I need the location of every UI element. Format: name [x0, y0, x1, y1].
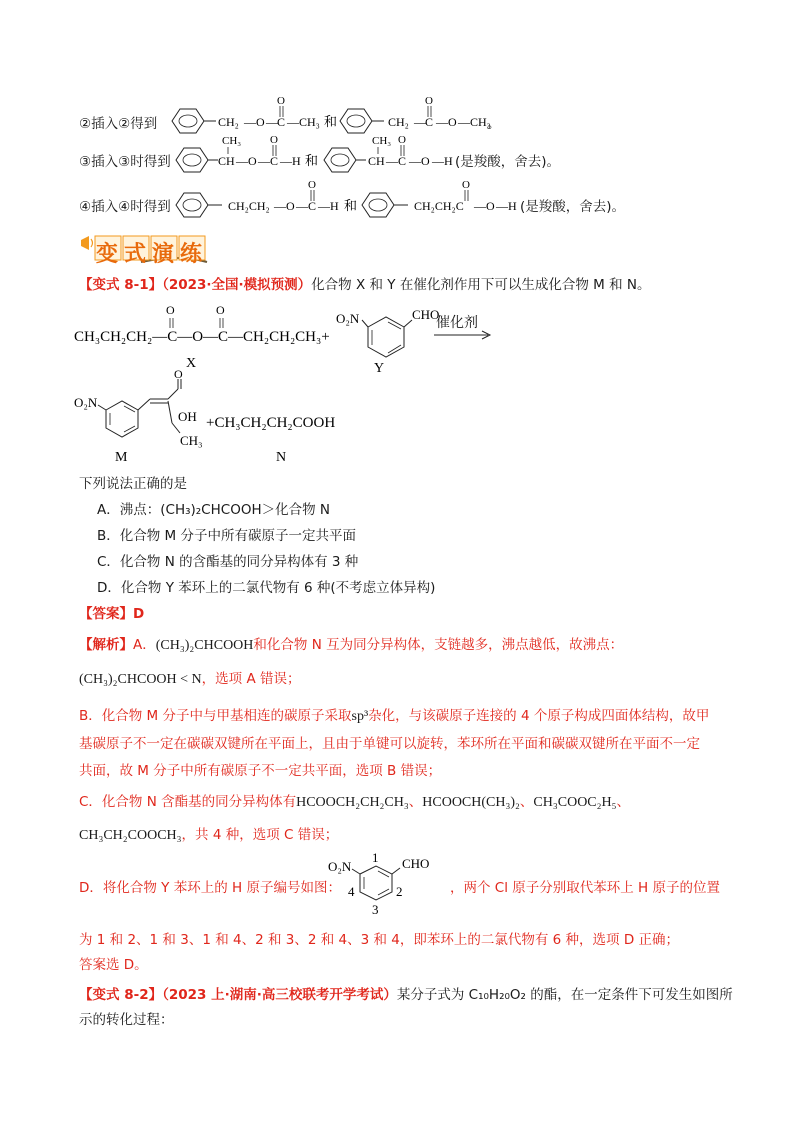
q82-stem-line2: 示的转化过程： [79, 1012, 174, 1028]
practice-banner [79, 232, 209, 266]
analysis-d-line2: 为 1 和 2、1 和 3、1 和 4、2 和 3、2 和 4、3 和 4，即苯环上的二氯代物有 6 种，选项 D 正确； [79, 932, 680, 948]
option-a[interactable]: A．沸点：(CH₃)₂CHCOOH＞化合物 N [97, 502, 330, 518]
compound-x-formula: CH₃CH₂CH₂—C—O—C—CH₂CH₂CH₃+ [74, 329, 330, 345]
svg-text:CH: CH [368, 154, 385, 168]
svg-text:C: C [308, 199, 317, 213]
svg-text:和: 和 [324, 114, 338, 129]
svg-text:C: C [270, 154, 279, 168]
analysis-d-line1-post: ，两个 Cl 原子分别取代苯环上 H 原子的位置 [450, 880, 720, 896]
answer-label: 【答案】 [79, 606, 133, 622]
svg-text:C: C [277, 115, 286, 129]
svg-text:H: H [508, 199, 517, 213]
svg-text:CH₂CH₂C: CH₂CH₂C [414, 199, 464, 213]
svg-text:—: — [458, 115, 470, 129]
m-oh: OH [178, 409, 197, 424]
svg-text:2: 2 [396, 884, 403, 899]
m-benzene-ring-icon [106, 401, 138, 437]
svg-text:O: O [248, 154, 257, 168]
svg-text:O: O [425, 95, 433, 107]
svg-text:—: — [496, 199, 508, 213]
svg-text:1: 1 [372, 850, 379, 865]
y-no2: O₂N [336, 311, 360, 326]
svg-text:O: O [486, 199, 495, 213]
option-b[interactable]: B．化合物 M 分子中所有碳原子一定共平面 [97, 528, 356, 544]
m-ch3: CH₃ [180, 433, 203, 448]
svg-text:O: O [286, 199, 295, 213]
svg-text:CH₂CH₂: CH₂CH₂ [228, 199, 270, 213]
svg-text:C: C [425, 115, 434, 129]
q81-stem: 化合物 X 和 Y 在催化剂作用下可以生成化合物 M 和 N。 [311, 277, 651, 293]
svg-text:—: — [386, 154, 398, 168]
svg-text:O: O [308, 179, 316, 191]
answer-value: D [133, 606, 145, 622]
analysis-c-line2: CH₃CH₂COOCH₃，共 4 种，选项 C 错误； [79, 827, 339, 843]
analysis-c-line1: C．化合物 N 含酯基的同分异构体有HCOOCH₂CH₂CH₃、HCOOCH(CH₃)₂、CH₃COOC₂H₅、 [79, 794, 631, 810]
analysis-b-line2: 基碳原子不一定在碳碳双键所在平面上，且由于单键可以旋转，苯环所在平面和碳碳双键所在平面不一定 [79, 736, 700, 752]
option-c[interactable]: C．化合物 N 的含酯基的同分异构体有 3 种 [97, 554, 359, 570]
svg-text:CH₂: CH₂ [388, 115, 409, 129]
svg-text:CH₃: CH₃ [299, 115, 320, 129]
numbered-benzene-ring-icon [360, 866, 392, 900]
svg-text:O: O [421, 154, 430, 168]
option-d[interactable]: D．化合物 Y 苯环上的二氯代物有 6 种(不考虑立体异构) [97, 580, 436, 596]
analysis-b-line1: B．化合物 M 分子中与甲基相连的碳原子采取sp³杂化，与该碳原子连接的 4 个原子构成四面体结构，故甲 [79, 708, 710, 724]
ester-structures-3 [172, 133, 492, 178]
analysis-d-line1-pre: D．将化合物 Y 苯环上的 H 原子编号如图： [79, 880, 341, 896]
svg-text:—: — [274, 199, 286, 213]
speaker-icon [81, 236, 89, 250]
compound-n-label: N [276, 450, 287, 465]
compound-x-label: X [186, 356, 197, 371]
reaction-products [70, 367, 400, 465]
m-no2: O₂N [74, 395, 98, 410]
q81-tag: 【变式 8-1】 [79, 277, 163, 293]
banner-title: 变式演练 [96, 242, 209, 267]
svg-text:—: — [258, 154, 270, 168]
q82-source: （2023 上·湖南·高三校联考开学考试） [162, 987, 397, 1003]
intro-line-2-prefix: ②插入②得到 [79, 116, 158, 132]
svg-text:—: — [318, 199, 330, 213]
svg-text:CH₃: CH₃ [222, 135, 242, 147]
compound-n-formula: +CH₃CH₂CH₂COOH [206, 415, 336, 431]
svg-text:CH₃: CH₃ [470, 115, 491, 129]
q82-tag: 【变式 8-2】 [79, 987, 163, 1003]
formula-sp3: sp³ [351, 709, 369, 724]
f1-ch2: CH₂ [218, 115, 239, 129]
svg-text:CH: CH [218, 154, 235, 168]
ester-structures-4 [172, 177, 552, 222]
svg-text:—: — [236, 154, 248, 168]
answer-line [79, 604, 144, 624]
svg-text:—: — [287, 115, 299, 129]
svg-text:CH₃: CH₃ [372, 135, 392, 147]
formula-comparison: (CH₃)₂CHCOOH < N [79, 672, 202, 687]
svg-text:—: — [436, 115, 448, 129]
svg-text:和: 和 [305, 153, 319, 168]
svg-text:H: H [444, 154, 453, 168]
svg-text:—: — [280, 154, 292, 168]
svg-text:—: — [244, 115, 256, 129]
q82-header [79, 985, 733, 1005]
q81-question: 下列说法正确的是 [79, 476, 187, 492]
q81-source: （2023·全国·模拟预测） [162, 277, 312, 293]
svg-text:—: — [266, 115, 278, 129]
svg-text:3: 3 [372, 902, 379, 917]
compound-y-label: Y [374, 361, 385, 376]
y-cho: CHO [412, 307, 440, 322]
svg-text:H: H [330, 199, 339, 213]
numbered-ring-diagram [326, 850, 446, 920]
svg-text:O: O [277, 95, 285, 107]
svg-text:O: O [216, 303, 225, 317]
q81-header [79, 275, 650, 295]
analysis-label: 【解析】 [79, 637, 133, 653]
analysis-a-line1: 【解析】A．(CH₃)₂CHCOOH和化合物 N 互为同分异构体，支链越多，沸点越低，故沸点： [79, 637, 624, 653]
formula-isobutyric: (CH₃)₂CHCOOH [155, 638, 254, 653]
svg-text:O: O [462, 179, 470, 191]
svg-text:C: C [398, 154, 407, 168]
svg-text:4: 4 [348, 884, 355, 899]
svg-text:和: 和 [344, 198, 358, 213]
svg-text:O: O [448, 115, 457, 129]
y-benzene-ring-icon [368, 317, 404, 357]
svg-text:CHO: CHO [402, 856, 430, 871]
svg-text:O: O [398, 134, 406, 146]
svg-text:—: — [474, 199, 486, 213]
svg-text:O₂N: O₂N [328, 859, 352, 874]
reaction-arrow-icon [434, 330, 494, 340]
analysis-d-line3: 答案选 D。 [79, 957, 148, 973]
svg-text:H: H [292, 154, 301, 168]
compound-m-label: M [115, 450, 128, 465]
catalyst-label: 催化剂 [436, 315, 478, 331]
svg-text:O: O [256, 115, 265, 129]
svg-text:O: O [166, 303, 175, 317]
svg-text:—: — [296, 199, 308, 213]
svg-text:—: — [432, 154, 444, 168]
svg-text:—: — [409, 154, 421, 168]
q82-stem: 某分子式为 C₁₀H₂₀O₂ 的酯，在一定条件下可发生如图所 [396, 987, 733, 1003]
svg-text:O: O [270, 134, 278, 146]
svg-text:—: — [414, 115, 426, 129]
analysis-b-line3: 共面，故 M 分子中所有碳原子不一定共平面，选项 B 错误； [79, 763, 442, 779]
benzene-ring-icon [172, 109, 204, 133]
analysis-a-line2: (CH₃)₂CHCOOH < N，选项 A 错误； [79, 671, 301, 687]
svg-text:O: O [174, 367, 183, 381]
